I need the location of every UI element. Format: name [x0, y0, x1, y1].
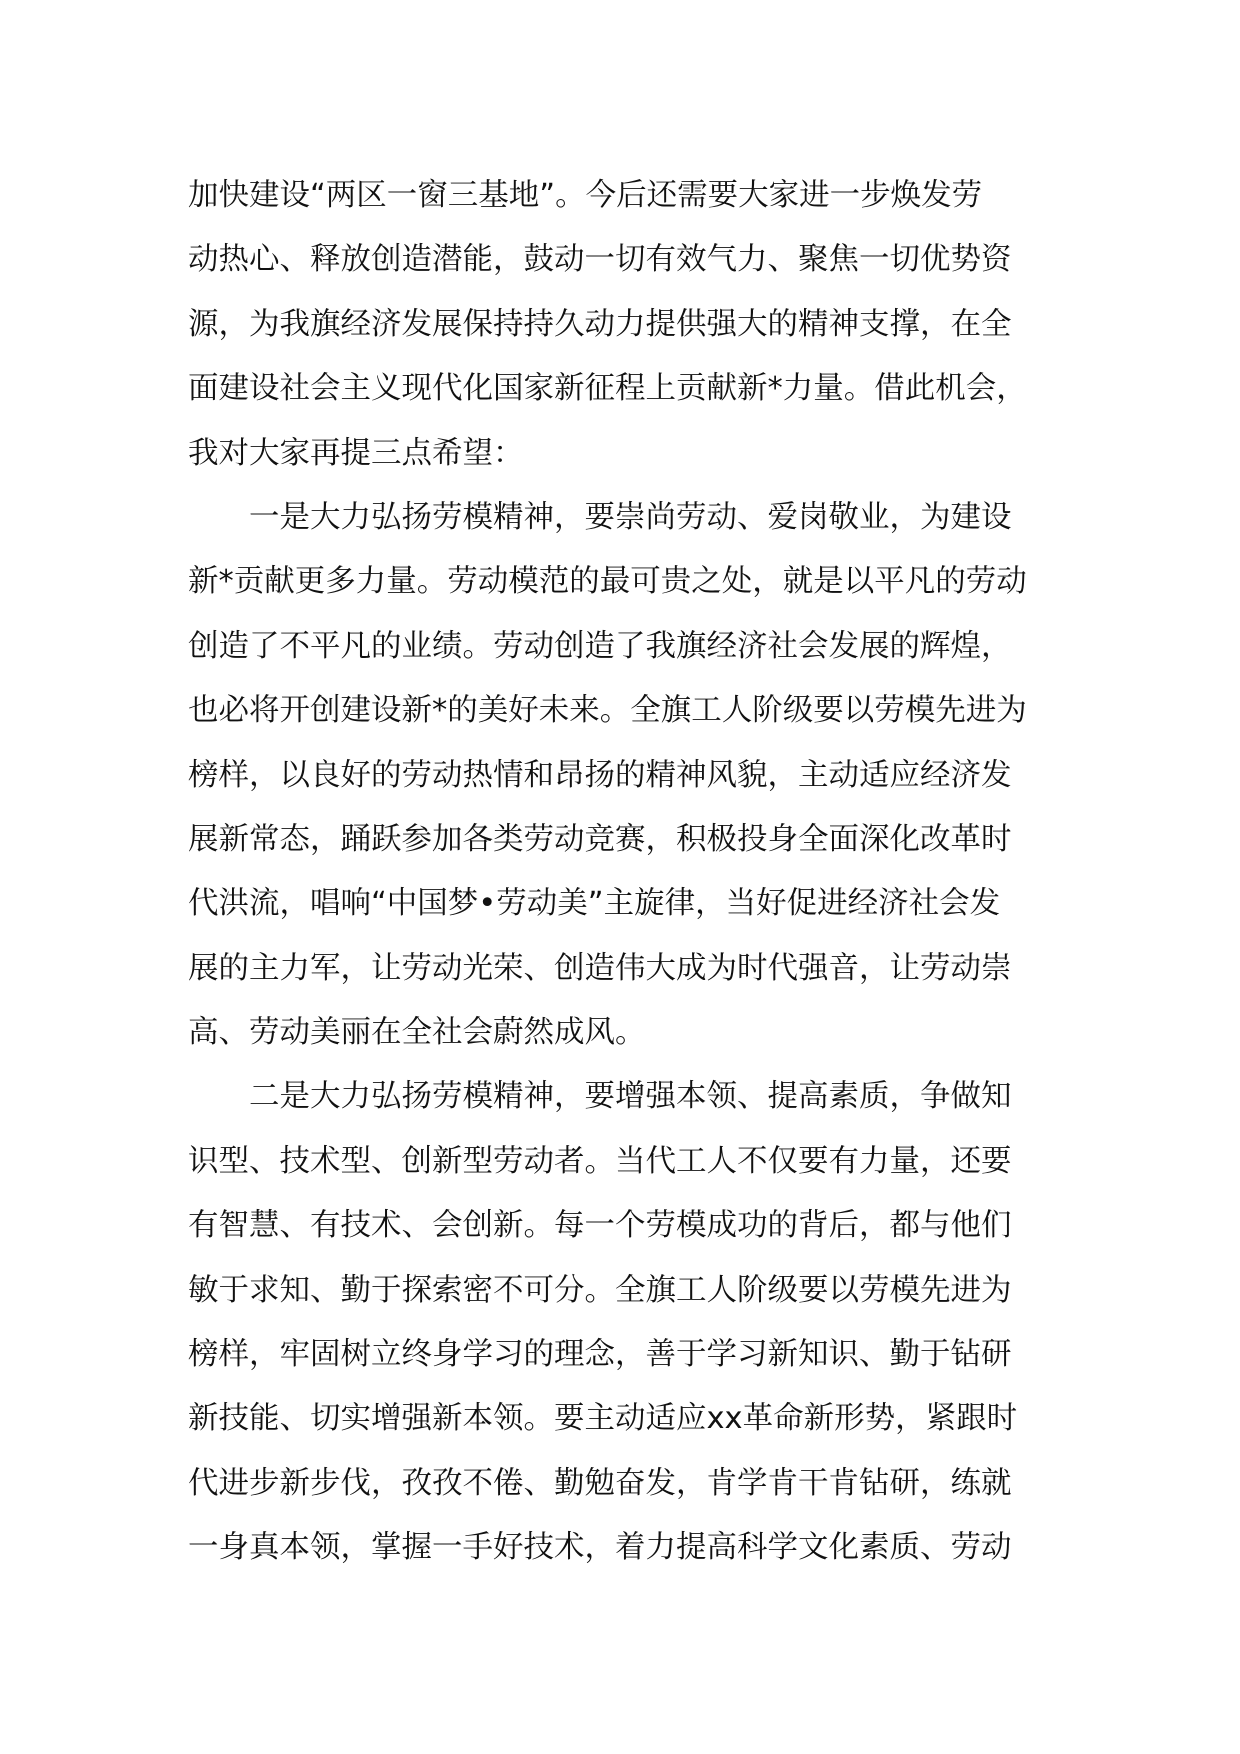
- text-line: 高、劳动美丽在全社会蔚然成风。: [188, 1015, 646, 1051]
- text-line: 榜样，以良好的劳动热情和昂扬的精神风貌，主动适应经济发: [188, 757, 1012, 793]
- text-line: 展的主力军，让劳动光荣、创造伟大成为时代强音，让劳动崇: [188, 950, 1012, 986]
- text-line: 加快建设“两区一窗三基地”。今后还需要大家进一步焕发劳: [188, 178, 983, 213]
- body-text: [188, 164, 1058, 1581]
- text-line: 我对大家再提三点希望：: [188, 435, 524, 471]
- text-line: 动热心、释放创造潜能，鼓动一切有效气力、聚焦一切优势资: [188, 242, 1012, 278]
- paragraph-start-line: 一是大力弘扬劳模精神，要崇尚劳动、爱岗敬业，为建设: [249, 499, 1012, 535]
- paragraph-start-line: 二是大力弘扬劳模精神，要增强本领、提高素质，争做知: [249, 1079, 1012, 1115]
- text-line: 也必将开创建设新*的美好未来。全旗工人阶级要以劳模先进为: [188, 693, 1027, 729]
- text-line: 识型、技术型、创新型劳动者。当代工人不仅要有力量，还要: [188, 1143, 1012, 1179]
- text-line: 源，为我旗经济发展保持持久动力提供强大的精神支撑，在全: [188, 306, 1012, 342]
- text-line: 展新常态，踊跃参加各类劳动竞赛，积极投身全面深化改革时: [188, 821, 1012, 857]
- text-line: 敏于求知、勤于探索密不可分。全旗工人阶级要以劳模先进为: [188, 1272, 1012, 1308]
- text-line: 新*贡献更多力量。劳动模范的最可贵之处，就是以平凡的劳动: [188, 564, 1027, 600]
- text-line: 有智慧、有技术、会创新。每一个劳模成功的背后，都与他们: [188, 1208, 1012, 1244]
- text-line: 代洪流，唱响“中国梦•劳动美”主旋律，当好促进经济社会发: [188, 886, 1001, 922]
- text-line: 代进步新步伐，孜孜不倦、勤勉奋发，肯学肯干肯钻研，练就: [188, 1465, 1012, 1501]
- text-line: 一身真本领，掌握一手好技术，着力提高科学文化素质、劳动: [188, 1530, 1012, 1566]
- text-line: 面建设社会主义现代化国家新征程上贡献新*力量。借此机会，: [188, 371, 1027, 407]
- text-line: 榜样，牢固树立终身学习的理念，善于学习新知识、勤于钻研: [188, 1337, 1012, 1373]
- text-line: 新技能、切实增强新本领。要主动适应xx革命新形势，紧跟时: [188, 1401, 1018, 1437]
- text-line: 创造了不平凡的业绩。劳动创造了我旗经济社会发展的辉煌，: [188, 628, 1012, 664]
